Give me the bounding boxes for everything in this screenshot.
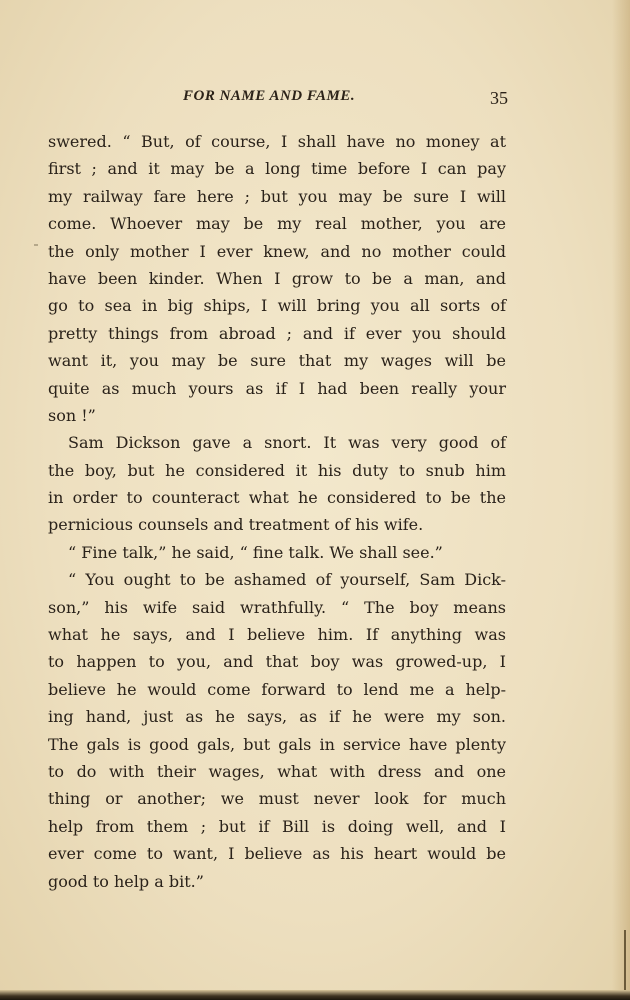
text-line: quite as much yours as if I had been really your: [48, 378, 506, 398]
text-line: come. Whoever may be my real mother, you are: [48, 214, 506, 234]
text-line: what he says, and I believe him. If anything was: [48, 625, 506, 645]
text-line: pernicious counsels and treatment of his wife.: [48, 515, 424, 535]
running-title: FOR NAME AND FAME.: [183, 88, 356, 104]
text-line: my railway fare here ; but you may be sure I will: [48, 186, 506, 206]
text-line: ever come to want, I believe as his heart would be: [48, 844, 506, 864]
text-line: the boy, but he considered it his duty to snub him: [48, 460, 506, 480]
text-line: good to help a bit.”: [48, 871, 204, 891]
text-line: have been kinder. When I grow to be a man, and: [48, 268, 506, 288]
text-line: pretty things from abroad ; and if ever you should: [48, 323, 506, 343]
text-line: in order to counteract what he considered to be the: [48, 488, 506, 508]
text-line: thing or another; we must never look for much: [48, 789, 506, 809]
text-line: believe he would come forward to lend me a help-: [48, 679, 506, 699]
page-bottom-edge: [0, 990, 630, 1000]
text-line: want it, you may be sure that my wages will be: [48, 351, 506, 371]
text-line: first ; and it may be a long time before I can pay: [48, 159, 506, 179]
page-header: [48, 86, 508, 114]
text-line: the only mother I ever knew, and no mother could: [48, 241, 506, 261]
text-line: “ You ought to be ashamed of yourself, Sam Dick-: [68, 570, 506, 590]
text-line: help from them ; but if Bill is doing well, and I: [48, 816, 506, 836]
page-number: 35: [490, 88, 508, 108]
page-gutter-shadow: [612, 0, 630, 1000]
text-line: son,” his wife said wrathfully. “ The boy means: [48, 597, 506, 617]
text-line: son !”: [48, 405, 96, 425]
text-line: The gals is good gals, but gals in service have plenty: [48, 734, 506, 754]
paper-speck: [34, 244, 38, 246]
text-line: “ Fine talk,” he said, “ fine talk. We shall see.”: [68, 542, 443, 562]
text-line: Sam Dickson gave a snort. It was very good of: [68, 433, 506, 453]
text-line: go to sea in big ships, I will bring you all sorts of: [48, 296, 506, 316]
text-line: swered. “ But, of course, I shall have no money at: [48, 132, 506, 151]
body-text: [48, 128, 506, 895]
text-line: to happen to you, and that boy was growed-up, I: [48, 652, 506, 672]
text-line: to do with their wages, what with dress and one: [48, 761, 506, 781]
text-line: ing hand, just as he says, as if he were my son.: [48, 707, 506, 727]
